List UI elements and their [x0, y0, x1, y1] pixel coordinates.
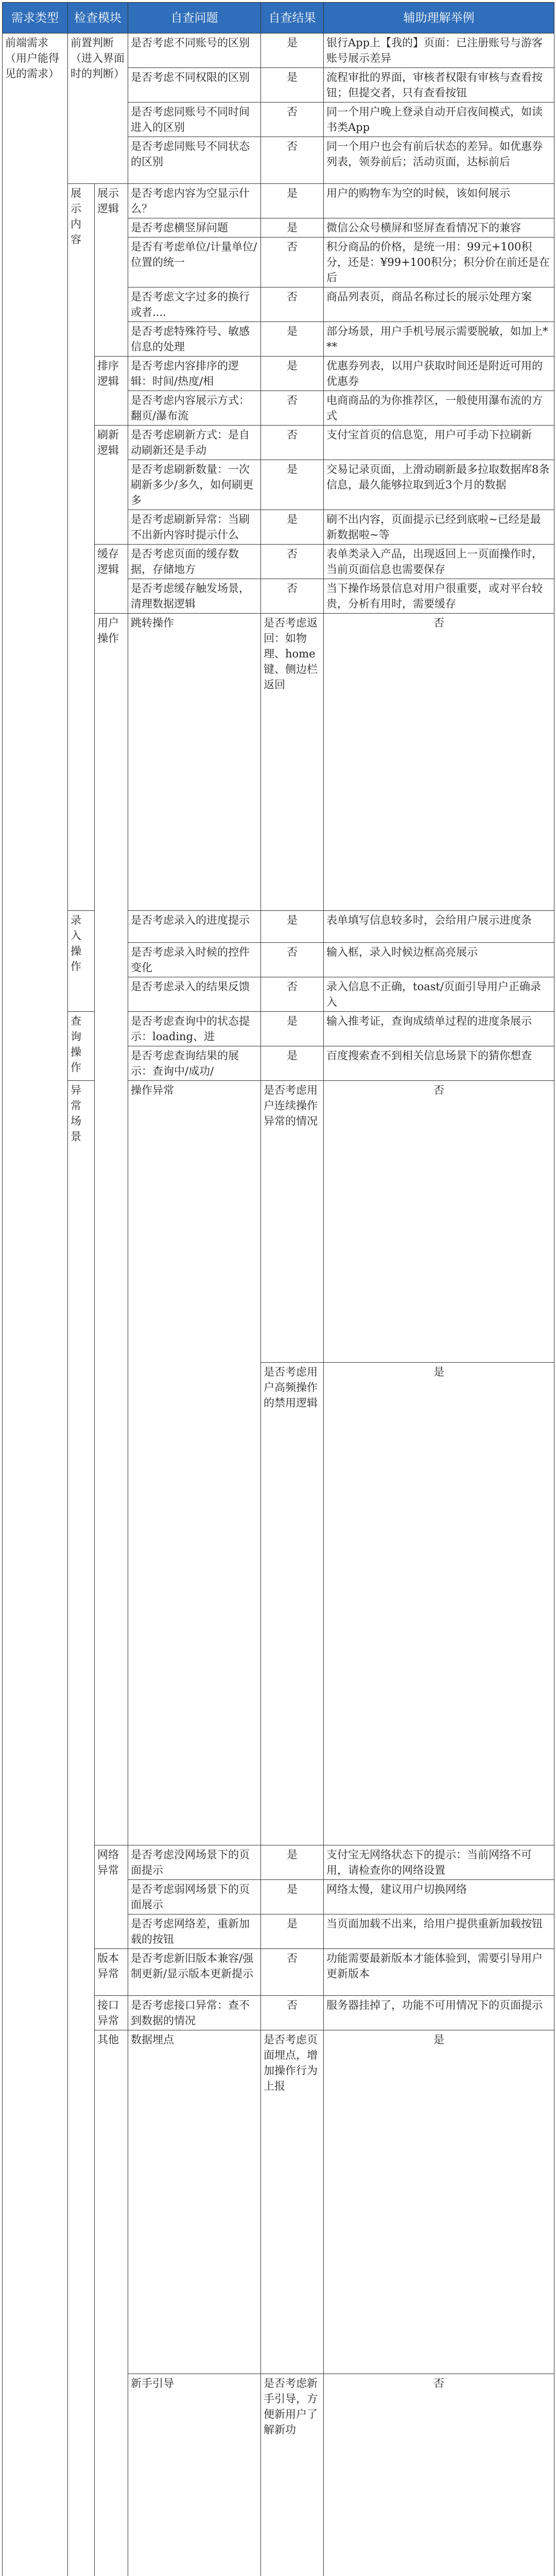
result-cell: 是 [261, 218, 324, 238]
question-cell: 是否考虑不同权限的区别 [128, 68, 261, 103]
result-cell: 是 [261, 460, 324, 510]
question-cell: 是否考虑录入时候的控件变化 [128, 943, 261, 977]
question-cell: 是否考虑内容展示方式：翻页/瀑布流 [128, 391, 261, 426]
result-cell: 否 [324, 614, 554, 911]
example-cell: 同一个用户晚上登录自动开启夜间模式，如读书类App [324, 103, 554, 137]
example-cell: 输入框，录入时候边框高亮展示 [324, 943, 554, 977]
result-cell: 否 [261, 977, 324, 1012]
submodule-cell: 新手引导 [128, 2374, 261, 2576]
question-cell: 是否考虑文字过多的换行或者.... [128, 287, 261, 322]
header-result: 自查结果 [261, 3, 324, 33]
question-cell: 是否考虑同账号不同时间进入的区别 [128, 103, 261, 137]
result-cell: 是 [261, 1012, 324, 1046]
table-row [3, 33, 554, 68]
submodule-cell: 跳转操作 [128, 614, 261, 911]
submodule-cell: 缓存逻辑 [95, 545, 128, 614]
result-cell: 是 [261, 510, 324, 545]
result-cell: 是 [261, 357, 324, 391]
submodule-cell: 录入操作 [68, 911, 95, 1012]
question-cell: 是否考虑横竖屏问题 [128, 218, 261, 238]
module-cell: 用户操作 [95, 614, 128, 1845]
result-cell: 是 [261, 184, 324, 218]
result-cell: 否 [261, 1949, 324, 1996]
result-cell: 是 [261, 1845, 324, 1880]
question-cell: 是否考虑页面的缓存数据，存储地方 [128, 545, 261, 579]
submodule-cell: 版本异常 [95, 1949, 128, 1996]
question-cell: 是否考虑录入的进度提示 [128, 911, 261, 943]
example-cell: 百度搜索查不到相关信息场景下的猜你想查 [324, 1046, 554, 1081]
module-cell: 展示内容 [68, 184, 95, 911]
submodule-cell: 数据埋点 [128, 2030, 261, 2374]
example-cell: 同一个用户也会有前后状态的差异。如优惠券列表，领券前后；活动页面，达标前后 [324, 137, 554, 184]
example-cell: 流程审批的界面，审核者权限有审核与查看按钮；但提交者，只有查看按钮 [324, 68, 554, 103]
result-cell: 否 [324, 2374, 554, 2576]
example-cell: 积分商品的价格，是统一用：99元+100积分，还是：¥99+100积分；积分价在前还是在后 [324, 238, 554, 287]
module-cell: 其他 [95, 2030, 128, 2576]
question-cell: 是否考虑弱网场景下的页面展示 [128, 1880, 261, 1914]
question-cell: 是否考虑内容为空显示什么？ [128, 184, 261, 218]
result-cell: 是 [324, 2030, 554, 2374]
question-cell: 是否考虑查询结果的展示：查询中/成功/ [128, 1046, 261, 1081]
result-cell: 否 [261, 545, 324, 579]
result-cell: 否 [261, 137, 324, 184]
result-cell: 否 [261, 103, 324, 137]
submodule-cell: 接口异常 [95, 1996, 128, 2030]
result-cell: 是 [261, 1914, 324, 1949]
result-cell: 否 [261, 1996, 324, 2030]
example-cell: 功能需要最新版本才能体验到，需要引导用户更新版本 [324, 1949, 554, 1996]
result-cell: 否 [261, 238, 324, 287]
example-cell: 支付宝首页的信息览，用户可手动下拉刷新 [324, 426, 554, 460]
example-cell: 商品列表页，商品名称过长的展示处理方案 [324, 287, 554, 322]
example-cell: 银行App上【我的】页面：已注册账号与游客账号展示差异 [324, 33, 554, 68]
header-example: 辅助理解举例 [324, 3, 554, 33]
result-cell: 是 [261, 1880, 324, 1914]
result-cell: 是 [261, 33, 324, 68]
header-module: 检查模块 [68, 3, 128, 33]
result-cell: 否 [261, 287, 324, 322]
type-cell: 前端需求（用户能得见的需求） [3, 33, 68, 2576]
submodule-cell: 刷新逻辑 [95, 426, 128, 545]
result-cell: 否 [324, 1081, 554, 1363]
question-cell: 是否考虑录入的结果反馈 [128, 977, 261, 1012]
result-cell: 是 [261, 1046, 324, 1081]
submodule-cell: 操作异常 [128, 1081, 261, 1845]
example-cell: 表单类录入产品，出现返回上一页面操作时，当前页面信息也需要保存 [324, 545, 554, 579]
submodule-cell: 网络异常 [95, 1845, 128, 1949]
example-cell: 录入信息不正确，toast/页面引导用户正确录入 [324, 977, 554, 1012]
module-cell: 前置判断（进入界面时的判断） [68, 33, 128, 184]
question-cell: 是否考虑刷新方式：是自动刷新还是手动 [128, 426, 261, 460]
example-cell: 服务器挂掉了，功能不可用情况下的页面提示 [324, 1996, 554, 2030]
question-cell: 是否考虑特殊符号、敏感信息的处理 [128, 322, 261, 357]
question-cell: 是否考虑不同账号的区别 [128, 33, 261, 68]
checklist-table [2, 2, 554, 2576]
table-body [3, 33, 554, 2576]
question-cell: 是否有考虑单位/计量单位/位置的统一 [128, 238, 261, 287]
result-cell: 否 [261, 426, 324, 460]
question-cell: 是否考虑缓存触发场景，清理数据逻辑 [128, 579, 261, 614]
example-cell: 支付宝无网络状态下的提示：当前网络不可用，请检查你的网络设置 [324, 1845, 554, 1880]
header-question: 自查问题 [128, 3, 261, 33]
example-cell: 电商商品的为你推荐区，一般使用瀑布流的方式 [324, 391, 554, 426]
example-cell: 用户的购物车为空的时候，该如何展示 [324, 184, 554, 218]
example-cell: 网络太慢，建议用户切换网络 [324, 1880, 554, 1914]
result-cell: 是 [261, 322, 324, 357]
result-cell: 否 [261, 943, 324, 977]
question-cell: 是否考虑页面埋点，增加操作行为上报 [261, 2030, 324, 2374]
table-row [3, 1081, 554, 1363]
question-cell: 是否考虑接口异常：查不到数据的情况 [128, 1996, 261, 2030]
question-cell: 是否考虑刷新异常：当刷不出新内容时提示什么 [128, 510, 261, 545]
question-cell: 是否考虑新旧版本兼容/强制更新/显示版本更新提示 [128, 1949, 261, 1996]
result-cell: 否 [261, 579, 324, 614]
module-cell: 异常场景 [68, 1081, 95, 2576]
table-row [3, 184, 554, 218]
example-cell: 交易记录页面，上滑动刷新最多拉取数据库8条信息，最久能够拉取到近3个月的数据 [324, 460, 554, 510]
question-cell: 是否考虑网络差，重新加载的按钮 [128, 1914, 261, 1949]
question-cell: 是否考虑没网场景下的页面提示 [128, 1845, 261, 1880]
submodule-cell: 展示逻辑 [95, 184, 128, 357]
example-cell: 微信公众号横屏和竖屏查看情况下的兼容 [324, 218, 554, 238]
question-cell: 是否考虑查询中的状态提示：loading、进 [128, 1012, 261, 1046]
submodule-cell: 排序逻辑 [95, 357, 128, 426]
example-cell: 当页面加载不出来，给用户提供重新加载按钮 [324, 1914, 554, 1949]
table-row [3, 1012, 554, 1046]
result-cell: 是 [261, 68, 324, 103]
result-cell: 是 [261, 911, 324, 943]
example-cell: 输入推考证，查询成绩单过程的进度条展示 [324, 1012, 554, 1046]
example-cell: 优惠券列表，以用户获取时间还是附近可用的优惠券 [324, 357, 554, 391]
question-cell: 是否考虑用户连续操作异常的情况 [261, 1081, 324, 1363]
example-cell: 刷不出内容，页面提示已经到底啦~已经是最新数据啦~等 [324, 510, 554, 545]
example-cell: 部分场景，用户手机号展示需要脱敏，如加上*** [324, 322, 554, 357]
question-cell: 是否考虑用户高频操作的禁用逻辑 [261, 1363, 324, 1845]
example-cell: 当下操作场景信息对用户很重要，或对平台较贵，分析有用时，需要缓存 [324, 579, 554, 614]
table-header-row [3, 3, 554, 33]
example-cell: 表单填写信息较多时，会给用户展示进度条 [324, 911, 554, 943]
question-cell: 是否考虑刷新数量：一次刷新多少/多久，如何刷更多 [128, 460, 261, 510]
result-cell: 否 [261, 391, 324, 426]
submodule-cell: 查询操作 [68, 1012, 95, 1081]
question-cell: 是否考虑新手引导，方便新用户了解新功 [261, 2374, 324, 2576]
question-cell: 是否考虑返回：如物理、home键、侧边栏返回 [261, 614, 324, 911]
table-row [3, 911, 554, 943]
result-cell: 是 [324, 1363, 554, 1845]
question-cell: 是否考虑内容排序的逻辑：时间/热度/相 [128, 357, 261, 391]
question-cell: 是否考虑同账号不同状态的区别 [128, 137, 261, 184]
header-type: 需求类型 [3, 3, 68, 33]
